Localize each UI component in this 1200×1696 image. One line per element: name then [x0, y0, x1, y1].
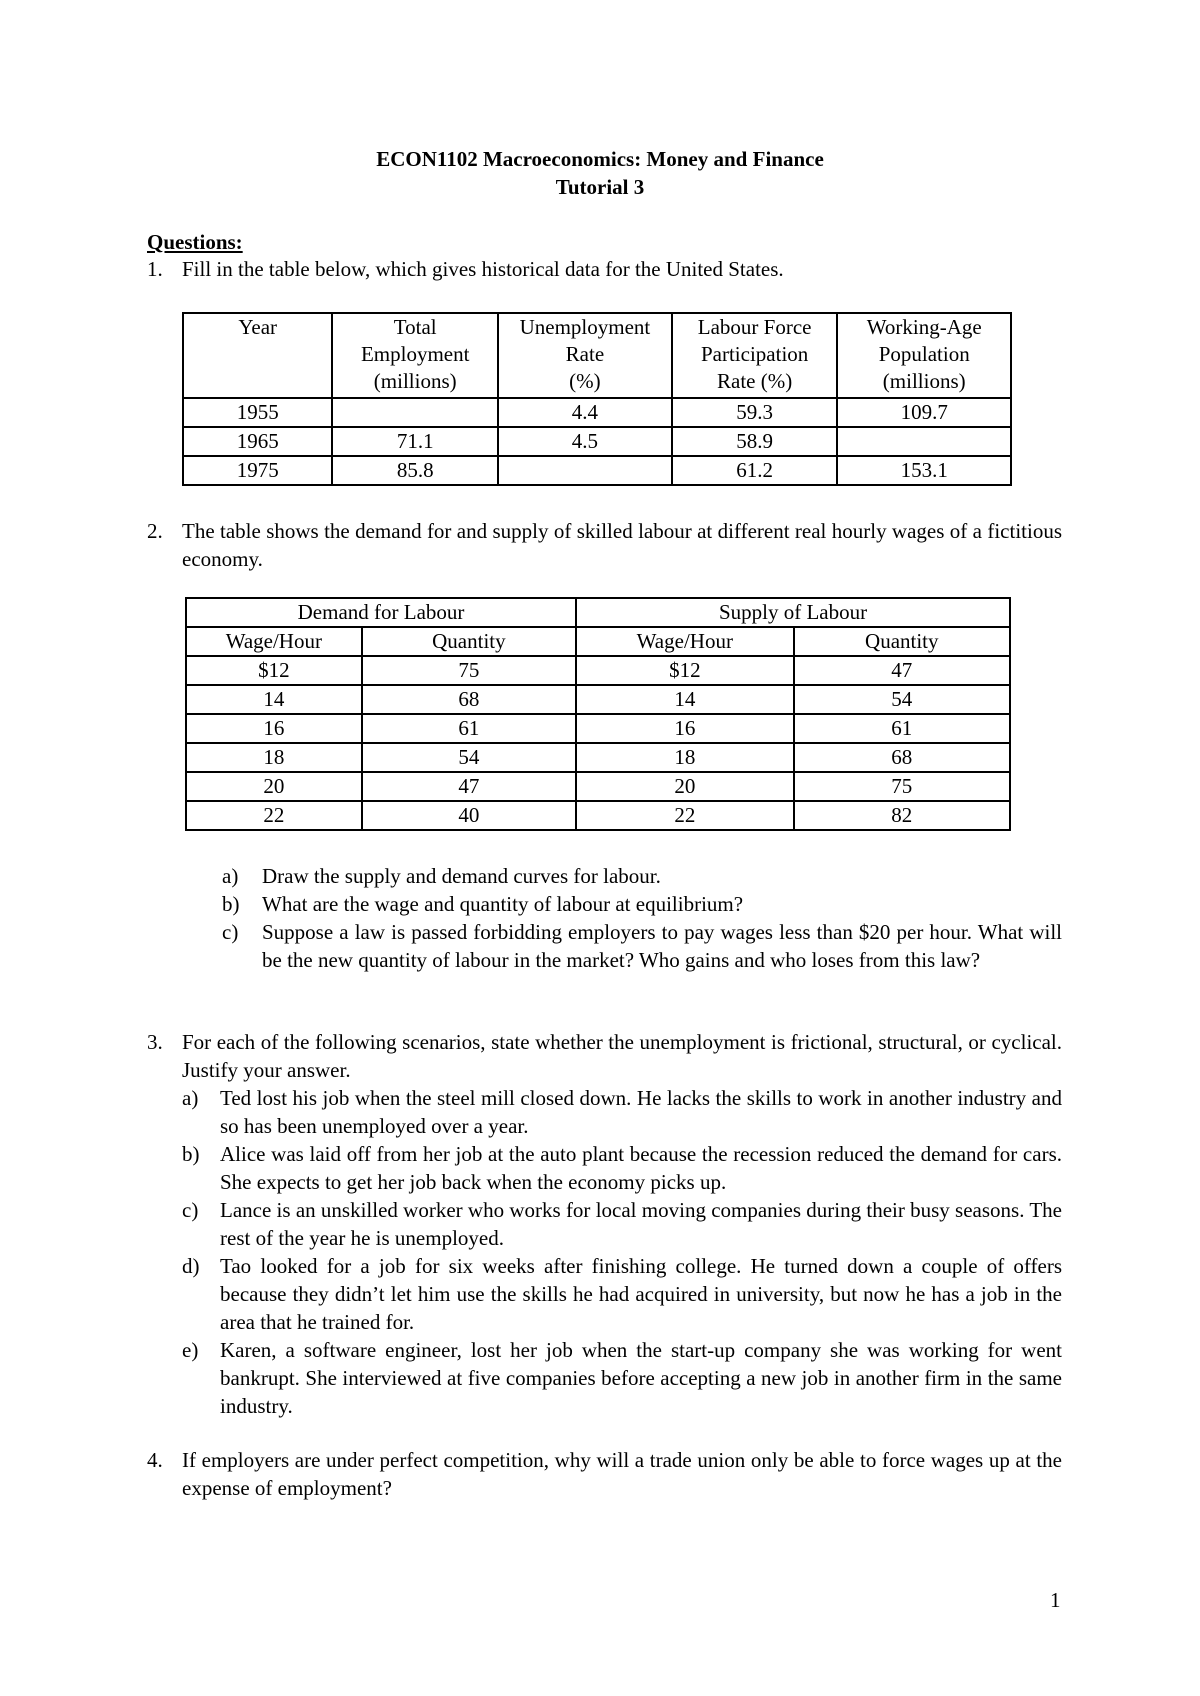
table-row: $12 75 $12 47	[186, 656, 1010, 685]
q3a-text: Ted lost his job when the steel mill closed down. He lacks the skills to work in another industry and so has been unemployed over a year.	[220, 1086, 1062, 1138]
tutorial-title: Tutorial 3	[555, 175, 645, 199]
header-year: Year	[183, 313, 332, 398]
q1-text: Fill in the table below, which gives historical data for the United States.	[182, 257, 784, 281]
q3b-label: b)	[182, 1142, 200, 1166]
q3e-label: e)	[182, 1338, 199, 1362]
course-title: ECON1102 Macroeconomics: Money and Finance	[376, 147, 824, 171]
labour-market-table	[185, 597, 1011, 831]
q3d-text: Tao looked for a job for six weeks after finishing college. He turned down a couple of offers because they didn’t let him use the skills he had acquired in university, but now he has a job in the area that he trained for.	[220, 1254, 1062, 1334]
q2-number: 2.	[147, 519, 163, 543]
table-row: 22 40 22 82	[186, 801, 1010, 830]
q3c-label: c)	[182, 1198, 199, 1222]
employment-table	[182, 312, 1012, 486]
header-working-age-population: Working-Age Population (millions)	[837, 313, 1011, 398]
table-row: 1955 4.4 59.3 109.7	[183, 398, 1011, 427]
page-number: 1	[1050, 1588, 1061, 1612]
table-row: 16 61 16 61	[186, 714, 1010, 743]
q2b-text: What are the wage and quantity of labour at equilibrium?	[262, 892, 744, 916]
q2c-label: c)	[222, 920, 239, 944]
q2-text: The table shows the demand for and supply of skilled labour at different real hourly wages of a fictitious economy.	[182, 519, 1062, 571]
table-row: 14 68 14 54	[186, 685, 1010, 714]
q3-text: For each of the following scenarios, state whether the unemployment is frictional, structural, or cyclical. Justify your answer.	[182, 1030, 1062, 1082]
q4-text: If employers are under perfect competition, why will a trade union only be able to force wages up at the expense of employment?	[182, 1448, 1062, 1500]
header-total-employment: Total Employment (millions)	[332, 313, 498, 398]
q3a-label: a)	[182, 1086, 199, 1110]
q2a-text: Draw the supply and demand curves for labour.	[262, 864, 661, 888]
supply-of-labour-header: Supply of Labour	[576, 598, 1010, 627]
q3-number: 3.	[147, 1030, 163, 1054]
q3d-label: d)	[182, 1254, 200, 1278]
employment-table-header	[183, 313, 1011, 398]
demand-for-labour-header: Demand for Labour	[186, 598, 576, 627]
q3e-text: Karen, a software engineer, lost her job when the start-up company she was working for went bankrupt. She interviewed at five companies before accepting a new job in another firm in the same industry.	[220, 1338, 1062, 1418]
q3c-text: Lance is an unskilled worker who works for local moving companies during their busy seasons. The rest of the year he is unemployed.	[220, 1198, 1062, 1250]
q1-number: 1.	[147, 257, 163, 281]
table-row: 1965 71.1 4.5 58.9	[183, 427, 1011, 456]
labour-table-sub-header: Wage/Hour Quantity Wage/Hour Quantity	[186, 627, 1010, 656]
table-row: 20 47 20 75	[186, 772, 1010, 801]
q2c-text: Suppose a law is passed forbidding employers to pay wages less than $20 per hour. What will be the new quantity of labour in the market? Who gains and who loses from this law?	[262, 920, 1062, 972]
q4-number: 4.	[147, 1448, 163, 1472]
table-row: 1975 85.8 61.2 153.1	[183, 456, 1011, 485]
header-participation-rate: Labour Force Participation Rate (%)	[672, 313, 838, 398]
labour-table-group-header	[186, 598, 1010, 627]
q2b-label: b)	[222, 892, 240, 916]
q2a-label: a)	[222, 864, 239, 888]
table-row: 18 54 18 68	[186, 743, 1010, 772]
q3b-text: Alice was laid off from her job at the auto plant because the recession reduced the demand for cars. She expects to get her job back when the economy picks up.	[220, 1142, 1062, 1194]
header-unemployment-rate: Unemployment Rate (%)	[498, 313, 672, 398]
questions-heading: Questions:	[147, 230, 243, 254]
